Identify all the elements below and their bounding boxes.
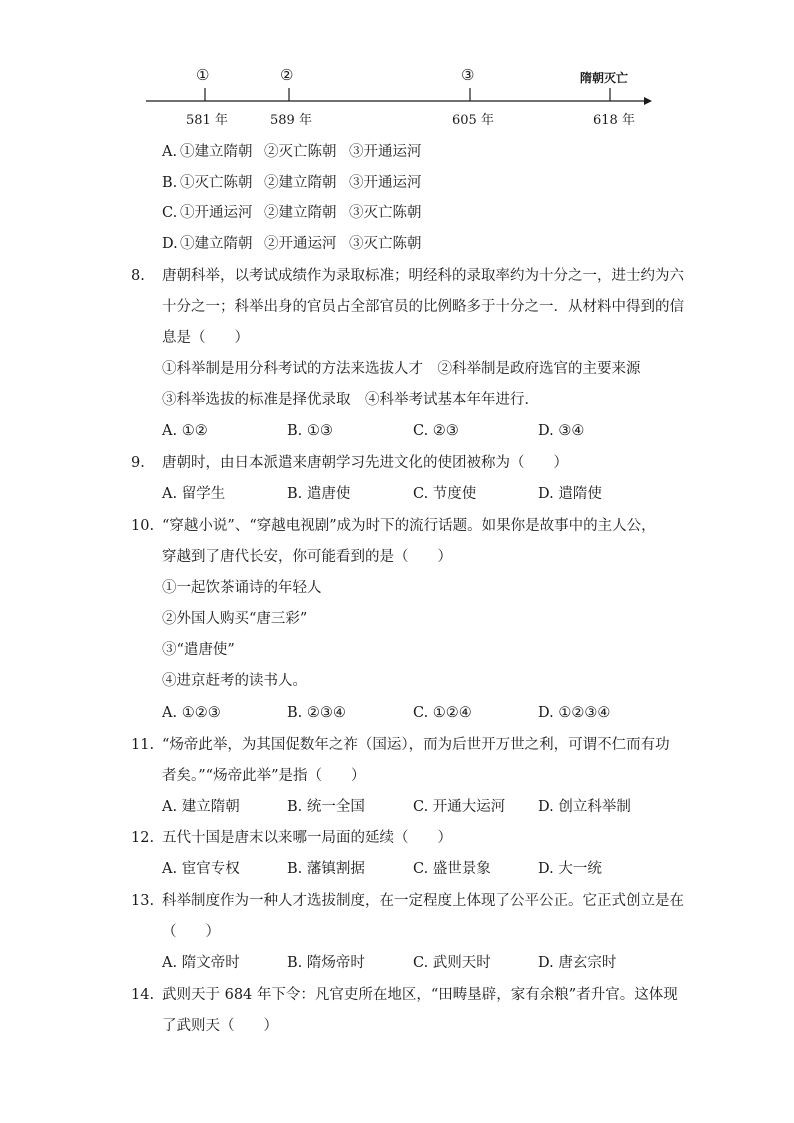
question-text-line: 穿越到了唐代长安，你可能看到的是（ ） xyxy=(162,549,452,565)
option-row xyxy=(0,200,794,226)
question-number: 12. xyxy=(131,830,155,846)
question-text-line: 五代十国是唐末以来哪一局面的延续（ ） xyxy=(162,830,452,846)
option-b: B. ②③④ xyxy=(287,705,346,721)
option-c: C. ②③ xyxy=(413,423,459,439)
question-text-line: 息是（ ） xyxy=(162,330,249,346)
option-c: C. 开通大运河 xyxy=(413,799,506,815)
question-number: 9. xyxy=(131,455,145,471)
option-item: ①灭亡陈朝 xyxy=(180,175,253,191)
timeline-axis xyxy=(0,0,794,135)
statement-line: ①一起饮茶诵诗的年轻人 xyxy=(162,580,322,596)
question-text-line: 十分之一；科举出身的官员占全部官员的比例略多于十分之一．从材料中得到的信 xyxy=(162,299,684,315)
question-text-line: 唐朝科举，以考试成绩作为录取标准；明经科的录取率约为十分之一，进士约为六 xyxy=(162,268,684,284)
option-d: D. 创立科举制 xyxy=(538,799,631,815)
option-letter: B. xyxy=(162,175,178,191)
option-d: D. 唐玄宗时 xyxy=(538,955,617,971)
option-a: A. 隋文帝时 xyxy=(162,955,240,971)
option-letter: A. xyxy=(162,144,178,160)
statement-line: ③科举选拔的标准是择优录取 ④科举考试基本年年进行． xyxy=(162,392,539,408)
option-item: ②开通运河 xyxy=(264,236,337,252)
question-text-line: 者矣。”“炀帝此举”是指（ ） xyxy=(162,768,366,784)
question-number: 11. xyxy=(131,737,155,753)
question-number: 10. xyxy=(131,518,155,534)
timeline-marker-1: ① xyxy=(196,66,210,84)
option-b: B. 统一全国 xyxy=(287,799,365,815)
question-text-line: 唐朝时，由日本派遣来唐朝学习先进文化的使团被称为（ ） xyxy=(162,455,568,471)
timeline-marker-2: ② xyxy=(280,66,294,84)
option-item: ③灭亡陈朝 xyxy=(349,236,422,252)
option-item: ①建立隋朝 xyxy=(180,236,253,252)
question-number: 14. xyxy=(131,987,155,1003)
option-a: A. 留学生 xyxy=(162,486,226,502)
option-row xyxy=(0,231,794,257)
option-item: ②建立隋朝 xyxy=(264,175,337,191)
question-text-line: 了武则天（ ） xyxy=(162,1018,278,1034)
option-letter: C. xyxy=(162,205,178,221)
option-row xyxy=(0,139,794,165)
timeline-arrowhead xyxy=(644,97,652,105)
question-text-line: 武则天于 684 年下令：凡官吏所在地区，“田畴垦辟，家有余粮”者升官。这体现 xyxy=(162,987,678,1003)
option-a: A. ①② xyxy=(162,423,208,439)
option-item: ②灭亡陈朝 xyxy=(264,144,337,160)
option-item: ①开通运河 xyxy=(180,205,253,221)
option-d: D. 遣隋使 xyxy=(538,486,602,502)
option-d: D. 大一统 xyxy=(538,861,602,877)
timeline-marker-3: ③ xyxy=(461,66,475,84)
option-item: ②建立隋朝 xyxy=(264,205,337,221)
question-number: 13. xyxy=(131,893,155,909)
statement-line: ④进京赶考的读书人。 xyxy=(162,673,307,689)
question-number: 8. xyxy=(131,268,145,284)
statement-line: ②外国人购买“唐三彩” xyxy=(162,611,308,627)
timeline-year-581: 581 年 xyxy=(186,113,228,128)
option-item: ①建立隋朝 xyxy=(180,144,253,160)
option-b: B. 遣唐使 xyxy=(287,486,351,502)
option-c: C. 节度使 xyxy=(413,486,477,502)
option-d: D. ③④ xyxy=(538,423,585,439)
statement-line: ③“遣唐使” xyxy=(162,642,235,658)
option-a: A. ①②③ xyxy=(162,705,221,721)
timeline-year-605: 605 年 xyxy=(452,113,494,128)
option-c: C. ①②④ xyxy=(413,705,472,721)
option-a: A. 建立隋朝 xyxy=(162,799,240,815)
question-text-line: 科举制度作为一种人才选拔制度，在一定程度上体现了公平公正。它正式创立是在 xyxy=(162,893,684,909)
question-text-line: （ ） xyxy=(162,924,220,940)
option-b: B. 藩镇割据 xyxy=(287,861,365,877)
option-item: ③开通运河 xyxy=(349,175,422,191)
timeline-end-label: 隋朝灭亡 xyxy=(580,71,629,85)
timeline-year-589: 589 年 xyxy=(270,113,312,128)
option-b: B. ①③ xyxy=(287,423,333,439)
option-letter: D. xyxy=(162,236,178,252)
timeline xyxy=(0,0,794,135)
option-c: C. 盛世景象 xyxy=(413,861,491,877)
question-text-line: “穿越小说”、“穿越电视剧”成为时下的流行话题。如果你是故事中的主人公， xyxy=(162,518,656,534)
option-item: ③灭亡陈朝 xyxy=(349,205,422,221)
timeline-year-618: 618 年 xyxy=(593,113,635,128)
option-a: A. 宦官专权 xyxy=(162,861,240,877)
option-item: ③开通运河 xyxy=(349,144,422,160)
statement-line: ①科举制是用分科考试的方法来选拔人才 ②科举制是政府选官的主要来源 xyxy=(162,361,641,377)
option-row xyxy=(0,170,794,196)
option-d: D. ①②③④ xyxy=(538,705,611,721)
option-c: C. 武则天时 xyxy=(413,955,491,971)
option-b: B. 隋炀帝时 xyxy=(287,955,365,971)
question-text-line: “炀帝此举，为其国促数年之祚（国运），而为后世开万世之利，可谓不仁而有功 xyxy=(162,737,670,753)
